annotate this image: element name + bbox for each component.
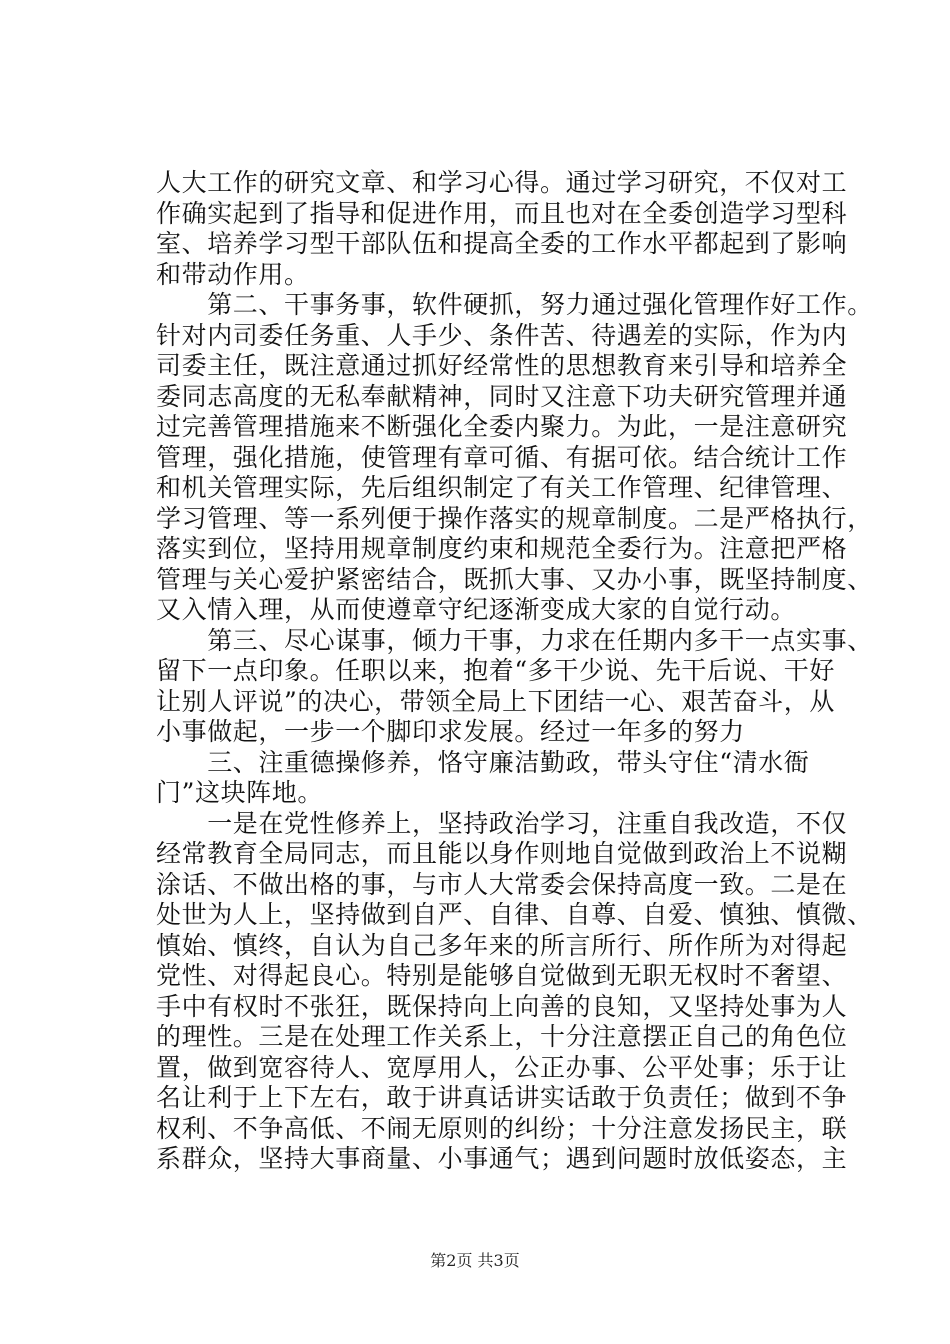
- text-line: 过完善管理措施来不断强化全委内聚力。为此，一是注意研究: [156, 412, 848, 441]
- text-line: 涂话、不做出格的事，与市人大常委会保持高度一致。二是在: [156, 869, 848, 899]
- text-line: 人大工作的研究文章、和学习心得。通过学习研究，不仅对工: [156, 168, 848, 197]
- text-line: 学习管理、等一系列便于操作落实的规章制度。二是严格执行，: [156, 503, 873, 533]
- text-line: 门”这块阵地。: [156, 778, 323, 807]
- text-line: 小事做起，一步一个脚印求发展。经过一年多的努力: [156, 717, 745, 746]
- text-line: 落实到位，坚持用规章制度约束和规范全委行为。注意把严格: [156, 534, 848, 563]
- text-line: 和带动作用。: [156, 259, 310, 289]
- page-number-footer: 第2页 共3页: [430, 1251, 520, 1270]
- text-line: 针对内司委任务重、人手少、条件苦、待遇差的实际，作为内: [156, 320, 848, 350]
- text-line: 让别人评说”的决心，带领全局上下团结一心、艰苦奋斗，从: [156, 686, 835, 716]
- text-line: 管理与关心爱护紧密结合，既抓大事、又办小事，既坚持制度、: [156, 564, 873, 594]
- text-line: 和机关管理实际，先后组织制定了有关工作管理、纪律管理、: [156, 473, 848, 502]
- text-line: 处世为人上，坚持做到自严、自律、自尊、自爱、慎独、慎微、: [156, 900, 873, 929]
- text-line: 管理，强化措施，使管理有章可循、有据可依。结合统计工作: [156, 442, 848, 472]
- text-line: 党性、对得起良心。特别是能够自觉做到无职无权时不奢望、: [156, 961, 848, 990]
- text-line: 留下一点印象。任职以来，抱着“多干少说、先干后说、干好: [156, 656, 835, 685]
- text-line: 慎始、慎终，自认为自己多年来的所言所行、所作所为对得起: [156, 930, 848, 960]
- text-line: 名让利于上下左右，敢于讲真话讲实话敢于负责任；做到不争: [156, 1083, 848, 1112]
- text-line: 委同志高度的无私奉献精神，同时又注意下功夫研究管理并通: [156, 381, 848, 411]
- text-line: 第二、干事务事，软件硬抓，努力通过强化管理作好工作。: [156, 290, 873, 319]
- text-line: 三、注重德操修养，恪守廉洁勤政，带头守住“清水衙: [156, 747, 810, 777]
- text-line: 第三、尽心谋事，倾力干事，力求在任期内多干一点实事、: [156, 625, 873, 655]
- text-line: 司委主任，既注意通过抓好经常性的思想教育来引导和培养全: [156, 351, 848, 380]
- text-line: 又入情入理，从而使遵章守纪逐渐变成大家的自觉行动。: [156, 595, 797, 624]
- text-line: 的理性。三是在处理工作关系上，十分注意摆正自己的角色位: [156, 1022, 848, 1051]
- text-line: 经常教育全局同志，而且能以身作则地自觉做到政治上不说糊: [156, 839, 848, 868]
- text-line: 作确实起到了指导和促进作用，而且也对在全委创造学习型科: [156, 198, 848, 228]
- text-line: 一是在党性修养上，坚持政治学习，注重自我改造，不仅: [156, 808, 848, 838]
- text-line: 系群众，坚持大事商量、小事通气；遇到问题时放低姿态，主: [156, 1144, 848, 1173]
- body-text: [156, 168, 873, 1175]
- text-line: 置，做到宽容待人、宽厚用人，公正办事、公平处事；乐于让: [156, 1052, 848, 1082]
- text-line: 室、培养学习型干部队伍和提高全委的工作水平都起到了影响: [156, 229, 848, 258]
- text-line: 权利、不争高低、不闹无原则的纠纷；十分注意发扬民主，联: [156, 1113, 848, 1143]
- text-line: 手中有权时不张狂，既保持向上向善的良知，又坚持处事为人: [156, 991, 848, 1021]
